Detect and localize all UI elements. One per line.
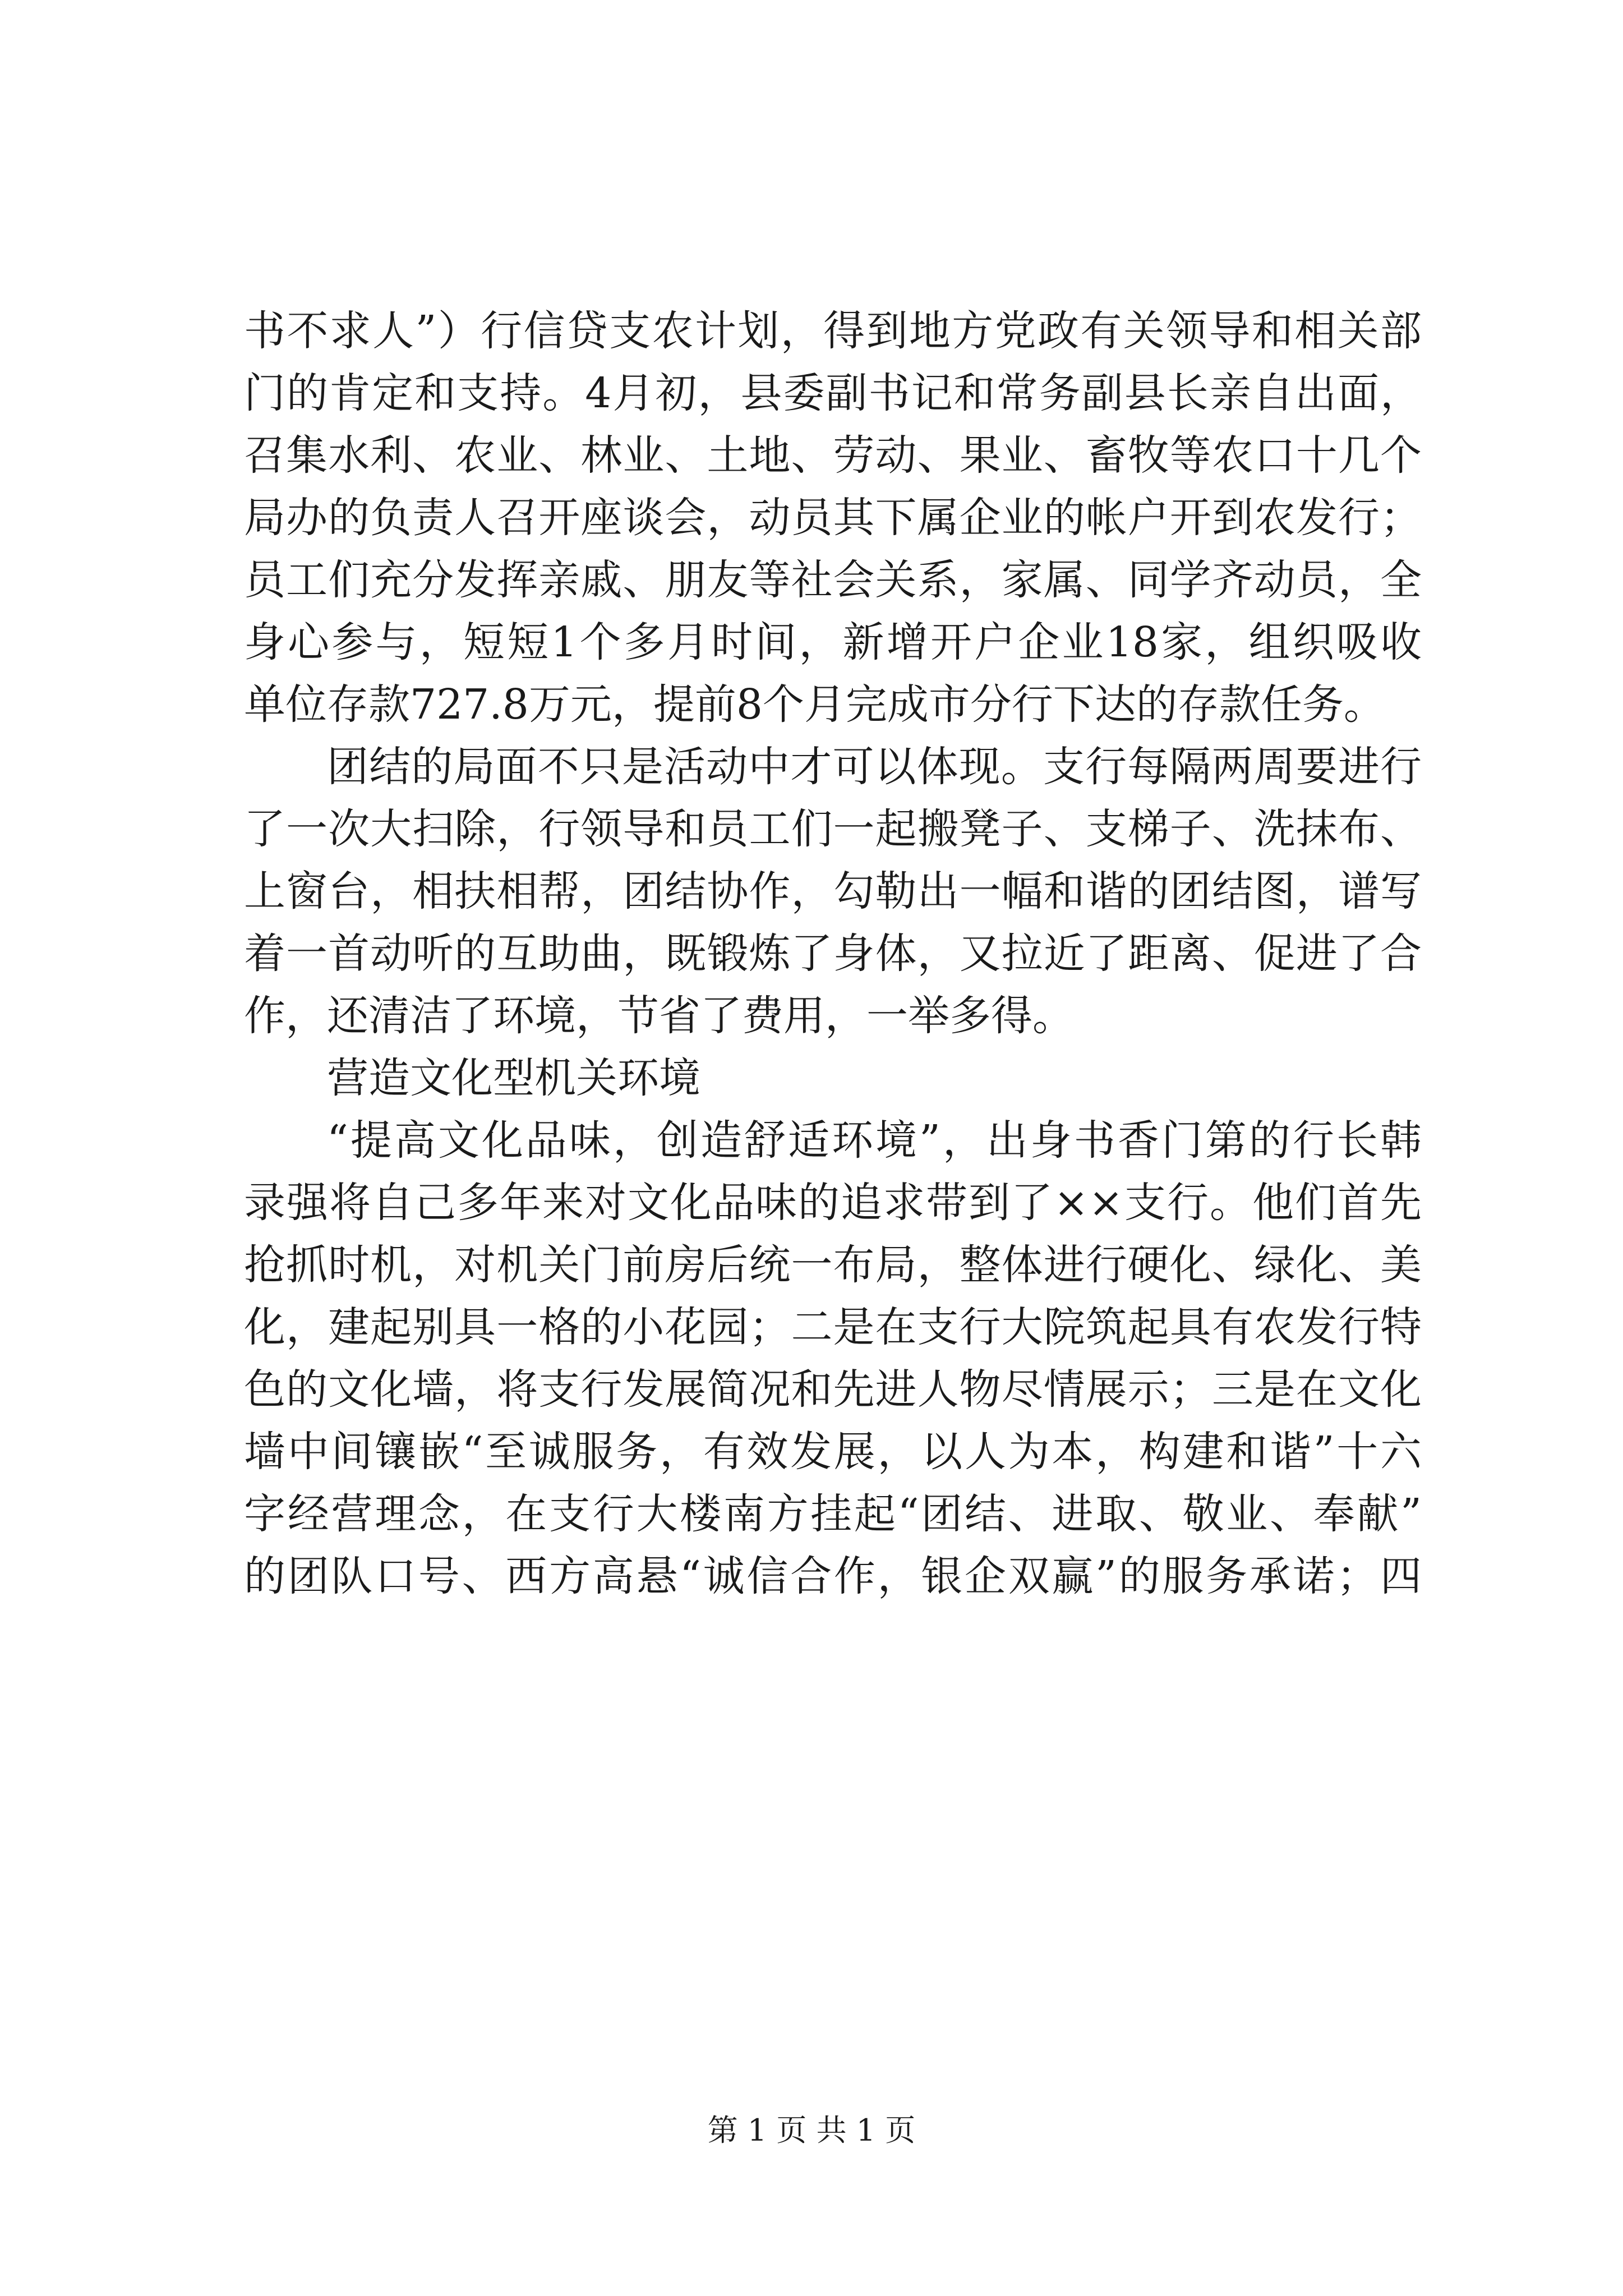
text-line: 单位存款727.8万元，提前8个月完成市分行下达的存款任务。: [244, 680, 1385, 729]
text-line: 抢抓时机，对机关门前房后统一布局，整体进行硬化、绿化、美: [244, 1241, 1422, 1289]
page-footer: [0, 2106, 1623, 2150]
text-line: 的团队口号、西方高悬“诚信合作，银企双赢”的服务承诺；四: [244, 1552, 1422, 1600]
text-line: 字经营理念，在支行大楼南方挂起“团结、进取、敬业、奉献”: [244, 1490, 1422, 1538]
text-line: 录强将自己多年来对文化品味的追求带到了××支行。他们首先: [244, 1179, 1422, 1227]
text-line: 色的文化墙，将支行发展简况和先进人物尽情展示；三是在文化: [244, 1365, 1422, 1414]
text-line: 书不求人”）行信贷支农计划，得到地方党政有关领导和相关部: [244, 307, 1422, 355]
text-line: 了一次大扫除，行领导和员工们一起搬凳子、支梯子、洗抹布、: [244, 805, 1422, 853]
paragraph-first-line: 团结的局面不只是活动中才可以体现。支行每隔两周要进行: [327, 743, 1422, 791]
text-line: 局办的负责人召开座谈会，动员其下属企业的帐户开到农发行；: [244, 494, 1422, 542]
text-line: 上窗台，相扶相帮，团结协作，勾勒出一幅和谐的团结图，谱写: [244, 867, 1422, 915]
paragraph-first-line: “提高文化品味，创造舒适环境”，出身书香门第的行长韩: [327, 1116, 1422, 1165]
document-body: [244, 300, 1422, 1608]
text-line: 作，还清洁了环境，节省了费用，一举多得。: [244, 992, 1074, 1040]
text-line: 化，建起别具一格的小花园；二是在支行大院筑起具有农发行特: [244, 1303, 1422, 1351]
text-line: 门的肯定和支持。4月初，县委副书记和常务副县长亲自出面，: [244, 369, 1422, 417]
text-line: 身心参与，短短1个多月时间，新增开户企业18家，组织吸收: [244, 618, 1422, 666]
text-line: 召集水利、农业、林业、土地、劳动、果业、畜牧等农口十几个: [244, 431, 1422, 480]
section-heading: 营造文化型机关环境: [327, 1054, 700, 1102]
text-line: 着一首动听的互助曲，既锻炼了身体，又拉近了距离、促进了合: [244, 930, 1422, 978]
text-line: 员工们充分发挥亲戚、朋友等社会关系，家属、同学齐动员，全: [244, 556, 1422, 604]
page-number: 第 1 页 共 1 页: [707, 2113, 916, 2148]
text-line: 墙中间镶嵌“至诚服务，有效发展，以人为本，构建和谐”十六: [244, 1428, 1422, 1476]
